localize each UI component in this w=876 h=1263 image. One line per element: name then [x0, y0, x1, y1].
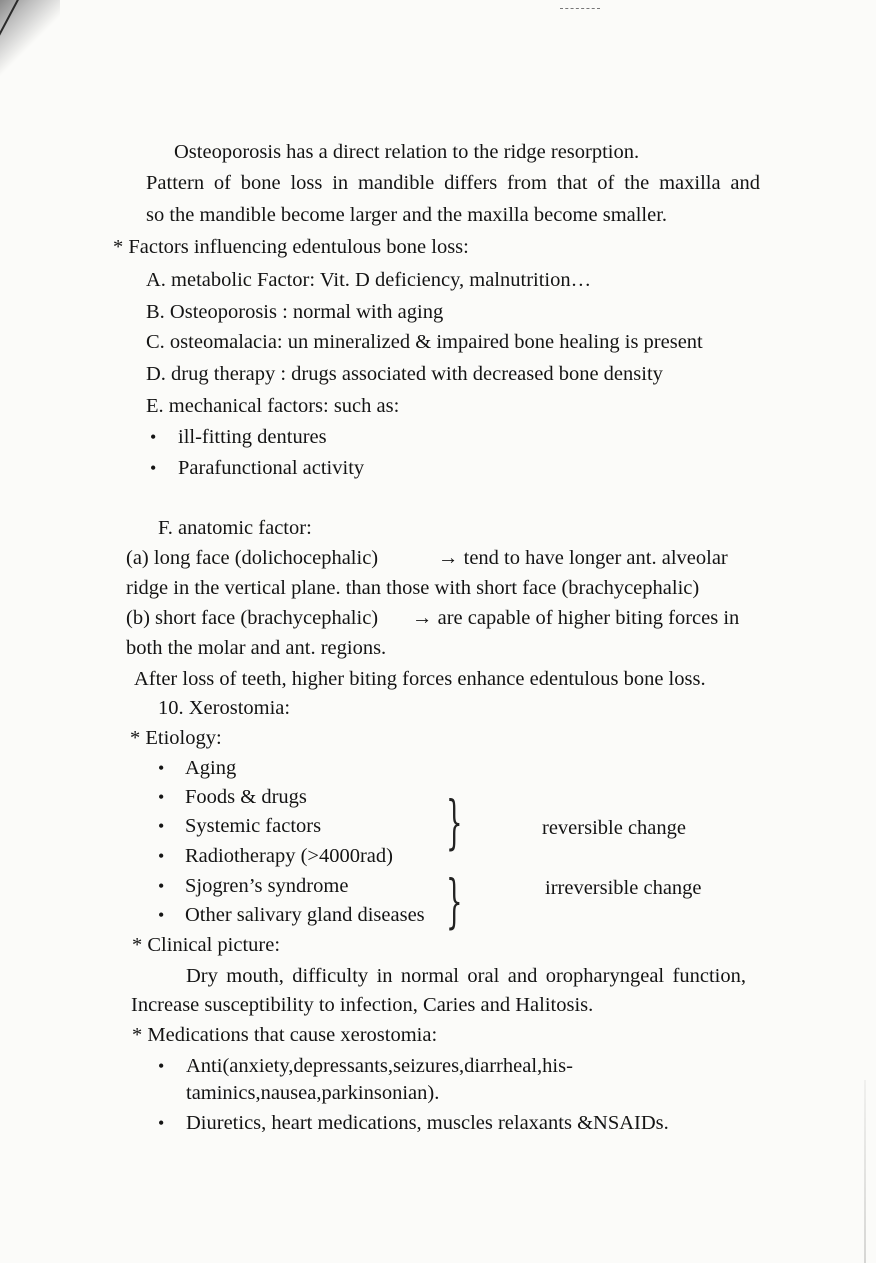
- factor-c: C. osteomalacia: un mineralized & impaired bone healing is present: [146, 331, 703, 353]
- etiology-item: Radiotherapy (>4000rad): [185, 845, 393, 867]
- mechanical-bullet-2: Parafunctional activity: [178, 457, 365, 479]
- irreversible-label: irreversible change: [545, 877, 702, 899]
- mechanical-bullet-1: ill-fitting dentures: [178, 426, 327, 448]
- page-right-edge: [864, 1080, 866, 1263]
- bullet-icon: •: [150, 458, 157, 478]
- right-brace-icon: }: [446, 867, 463, 935]
- bullet-icon: •: [158, 1113, 165, 1133]
- intro-line-2: Pattern of bone loss in mandible differs from that of the maxilla and: [146, 172, 760, 194]
- etiology-item: Sjogren’s syndrome: [185, 875, 349, 897]
- bullet-icon: •: [158, 876, 165, 896]
- factors-heading: * Factors influencing edentulous bone loss:: [113, 236, 469, 258]
- bullet-icon: •: [150, 427, 157, 447]
- bullet-icon: •: [158, 816, 165, 836]
- etiology-item: Other salivary gland diseases: [185, 904, 425, 926]
- anatomic-a-right: → tend to have longer ant. alveolar: [438, 547, 728, 569]
- etiology-item: Aging: [185, 757, 237, 779]
- top-scan-mark: [560, 8, 600, 10]
- reversible-label: reversible change: [542, 817, 686, 839]
- anatomic-a-left: (a) long face (dolichocephalic): [126, 547, 379, 569]
- bullet-icon: •: [158, 787, 165, 807]
- bullet-icon: •: [158, 846, 165, 866]
- etiology-heading: * Etiology:: [130, 727, 222, 749]
- anatomic-after: After loss of teeth, higher biting forces enhance edentulous bone loss.: [134, 668, 706, 690]
- clinical-line-1: Dry mouth, difficulty in normal oral and oropharyngeal function,: [186, 965, 746, 987]
- etiology-item: Systemic factors: [185, 815, 322, 837]
- xerostomia-title: 10. Xerostomia:: [158, 697, 291, 719]
- intro-line-3: so the mandible become larger and the maxilla become smaller.: [146, 204, 668, 226]
- clinical-line-2: Increase susceptibility to infection, Caries and Halitosis.: [131, 994, 594, 1016]
- medication-2: Diuretics, heart medications, muscles relaxants &NSAIDs.: [186, 1112, 669, 1134]
- etiology-item: Foods & drugs: [185, 786, 307, 808]
- clinical-heading: * Clinical picture:: [132, 934, 281, 956]
- medications-heading: * Medications that cause xerostomia:: [132, 1024, 438, 1046]
- bullet-icon: •: [158, 758, 165, 778]
- factor-d: D. drug therapy : drugs associated with decreased bone density: [146, 363, 663, 385]
- intro-line-1: Osteoporosis has a direct relation to the ridge resorption.: [174, 141, 640, 163]
- medication-1-line-1: Anti(anxiety,depressants,seizures,diarrheal,his-: [186, 1055, 573, 1077]
- anatomic-b-left: (b) short face (brachycephalic): [126, 607, 379, 629]
- anatomic-b-line-2: both the molar and ant. regions.: [126, 637, 387, 659]
- anatomic-title: F. anatomic factor:: [158, 517, 312, 539]
- bullet-icon: •: [158, 905, 165, 925]
- right-brace-icon: }: [446, 788, 463, 856]
- factor-e: E. mechanical factors: such as:: [146, 395, 400, 417]
- factor-a: A. metabolic Factor: Vit. D deficiency, malnutrition…: [146, 269, 592, 291]
- bullet-icon: •: [158, 1056, 165, 1076]
- medication-1-line-2: taminics,nausea,parkinsonian).: [186, 1082, 440, 1104]
- anatomic-a-line-2: ridge in the vertical plane. than those with short face (brachycephalic): [126, 577, 700, 599]
- anatomic-b-right: → are capable of higher biting forces in: [412, 607, 740, 629]
- factor-b: B. Osteoporosis : normal with aging: [146, 301, 444, 323]
